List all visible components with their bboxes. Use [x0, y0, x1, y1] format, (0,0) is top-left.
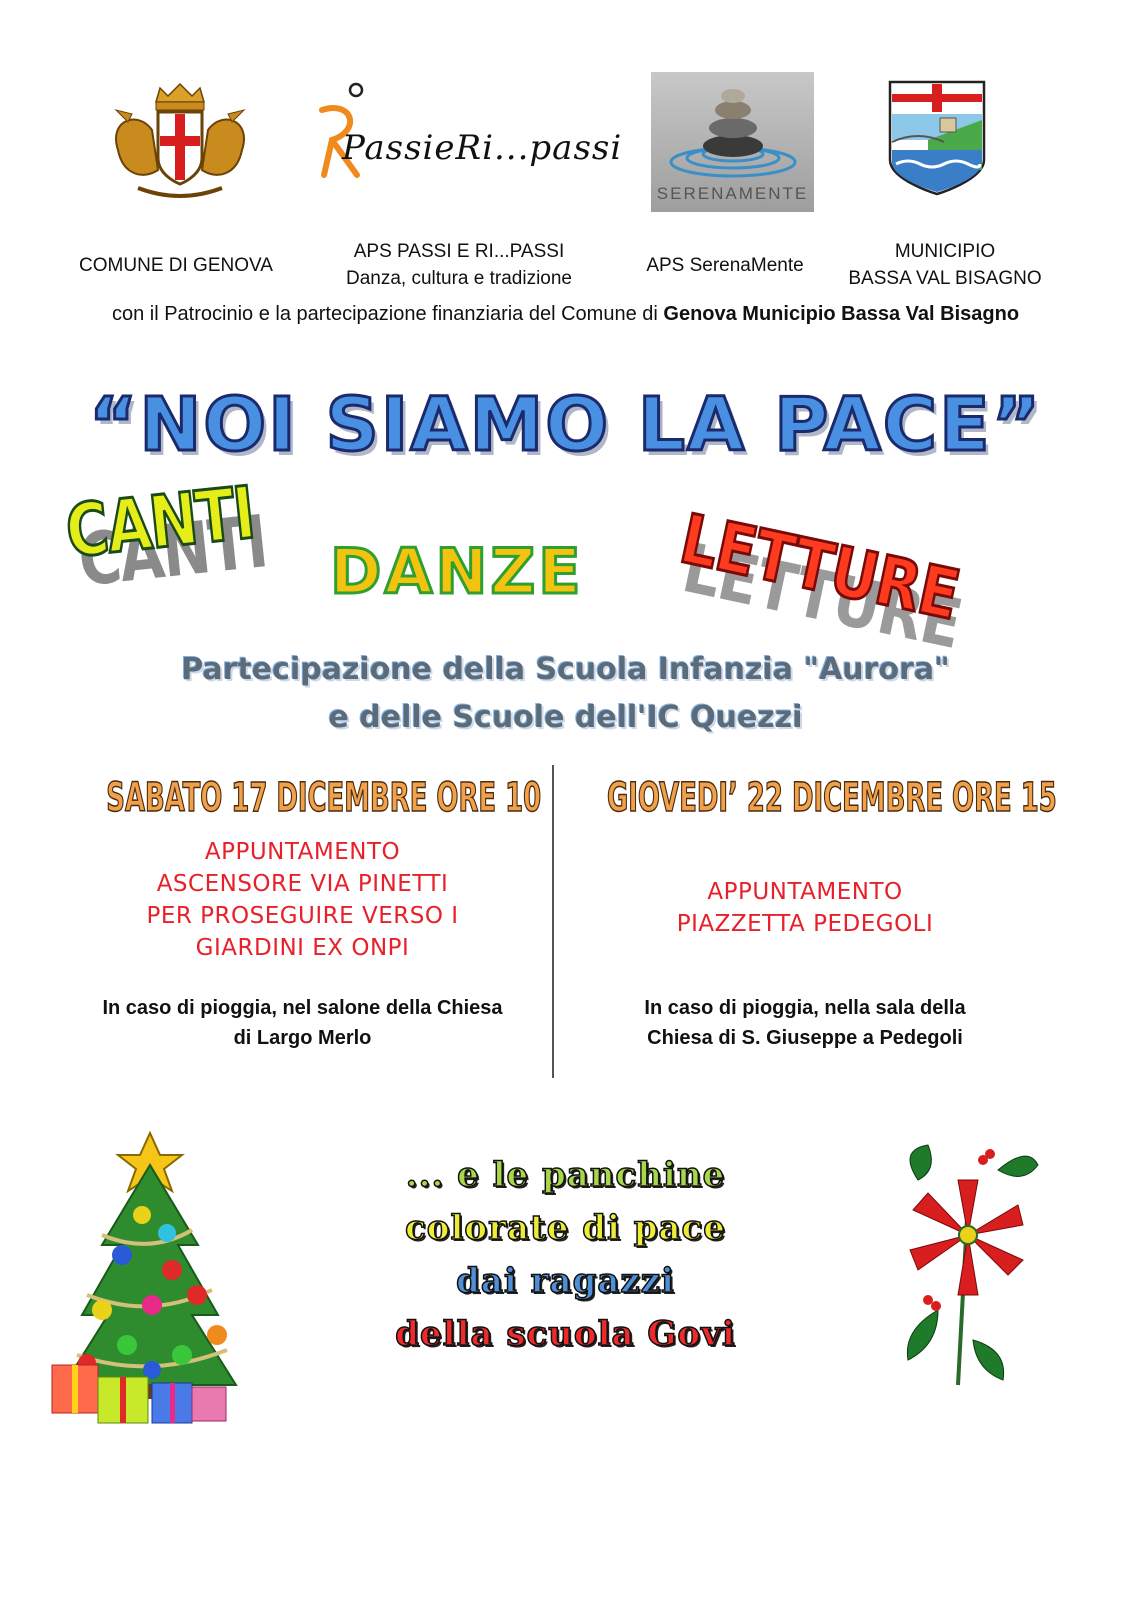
passi-caption-line2: Danza, cultura e tradizione — [345, 268, 572, 289]
patronage-prefix: con il Patrocinio e la partecipazione finanziaria del Comune di — [111, 303, 664, 325]
serenamente-logo-text: SERENAMENTE — [656, 184, 809, 203]
benches-line2: colorate di pace — [405, 1208, 726, 1248]
right-event-date: GIOVEDI’ 22 DICEMBRE ORE 15 — [607, 775, 1057, 821]
left-rain-note — [60, 993, 545, 1053]
municipio-shield-logo — [888, 80, 986, 196]
stacked-stones-icon — [651, 72, 814, 182]
participation-line2: e delle Scuole dell'IC Quezzi — [328, 700, 803, 735]
right-rain-line1: In caso di pioggia, nella sala della — [644, 997, 966, 1019]
letture-word: LETTURE — [673, 500, 966, 636]
benches-line3: dai ragazzi — [456, 1261, 675, 1301]
left-appt-line: ASCENSORE VIA PINETTI — [156, 871, 449, 897]
right-appt-line: APPUNTAMENTO — [707, 879, 903, 905]
passi-ripassi-logo — [312, 80, 623, 190]
benches-line1: ... e le panchine — [405, 1155, 726, 1195]
municipio-caption-line1: MUNICIPIO — [894, 241, 996, 262]
benches-line4: della scuola Govi — [395, 1314, 736, 1354]
patronage-line — [0, 303, 1131, 326]
serenamente-logo — [651, 72, 814, 212]
left-appt-line: PER PROSEGUIRE VERSO I — [146, 903, 459, 929]
left-rain-line1: In caso di pioggia, nel salone della Chiesa — [102, 997, 503, 1019]
column-divider — [552, 765, 554, 1078]
passi-logo-text: PassieRi...passi — [342, 128, 623, 168]
right-appt-line: PIAZZETTA PEDEGOLI — [676, 911, 934, 937]
left-event-date: SABATO 17 DICEMBRE ORE 10 — [106, 775, 542, 821]
right-rain-note — [570, 993, 1040, 1053]
danze-word: DANZE — [330, 535, 584, 608]
right-appointment — [570, 876, 1040, 940]
left-appt-line: APPUNTAMENTO — [204, 839, 401, 865]
canti-word: CANTI — [62, 470, 258, 574]
main-title: “NOI SIAMO LA PACE” — [88, 382, 1043, 468]
left-rain-line2: di Largo Merlo — [233, 1027, 372, 1049]
genova-coat-of-arms-logo — [108, 80, 252, 208]
passi-caption-line1: APS PASSI E RI...PASSI — [353, 241, 565, 262]
left-appointment — [60, 836, 545, 964]
poinsettia-icon — [898, 1140, 1044, 1392]
participation-line1: Partecipazione della Scuola Infanzia "Aurora" — [181, 652, 950, 687]
municipio-caption-line2: BASSA VAL BISAGNO — [848, 268, 1042, 289]
genova-caption: COMUNE DI GENOVA — [79, 255, 273, 276]
patronage-bold: Genova Municipio Bassa Val Bisagno — [663, 303, 1020, 325]
serenamente-caption: APS SerenaMente — [646, 255, 804, 276]
right-rain-line2: Chiesa di S. Giuseppe a Pedegoli — [647, 1027, 963, 1049]
left-appt-line: GIARDINI EX ONPI — [195, 935, 410, 961]
